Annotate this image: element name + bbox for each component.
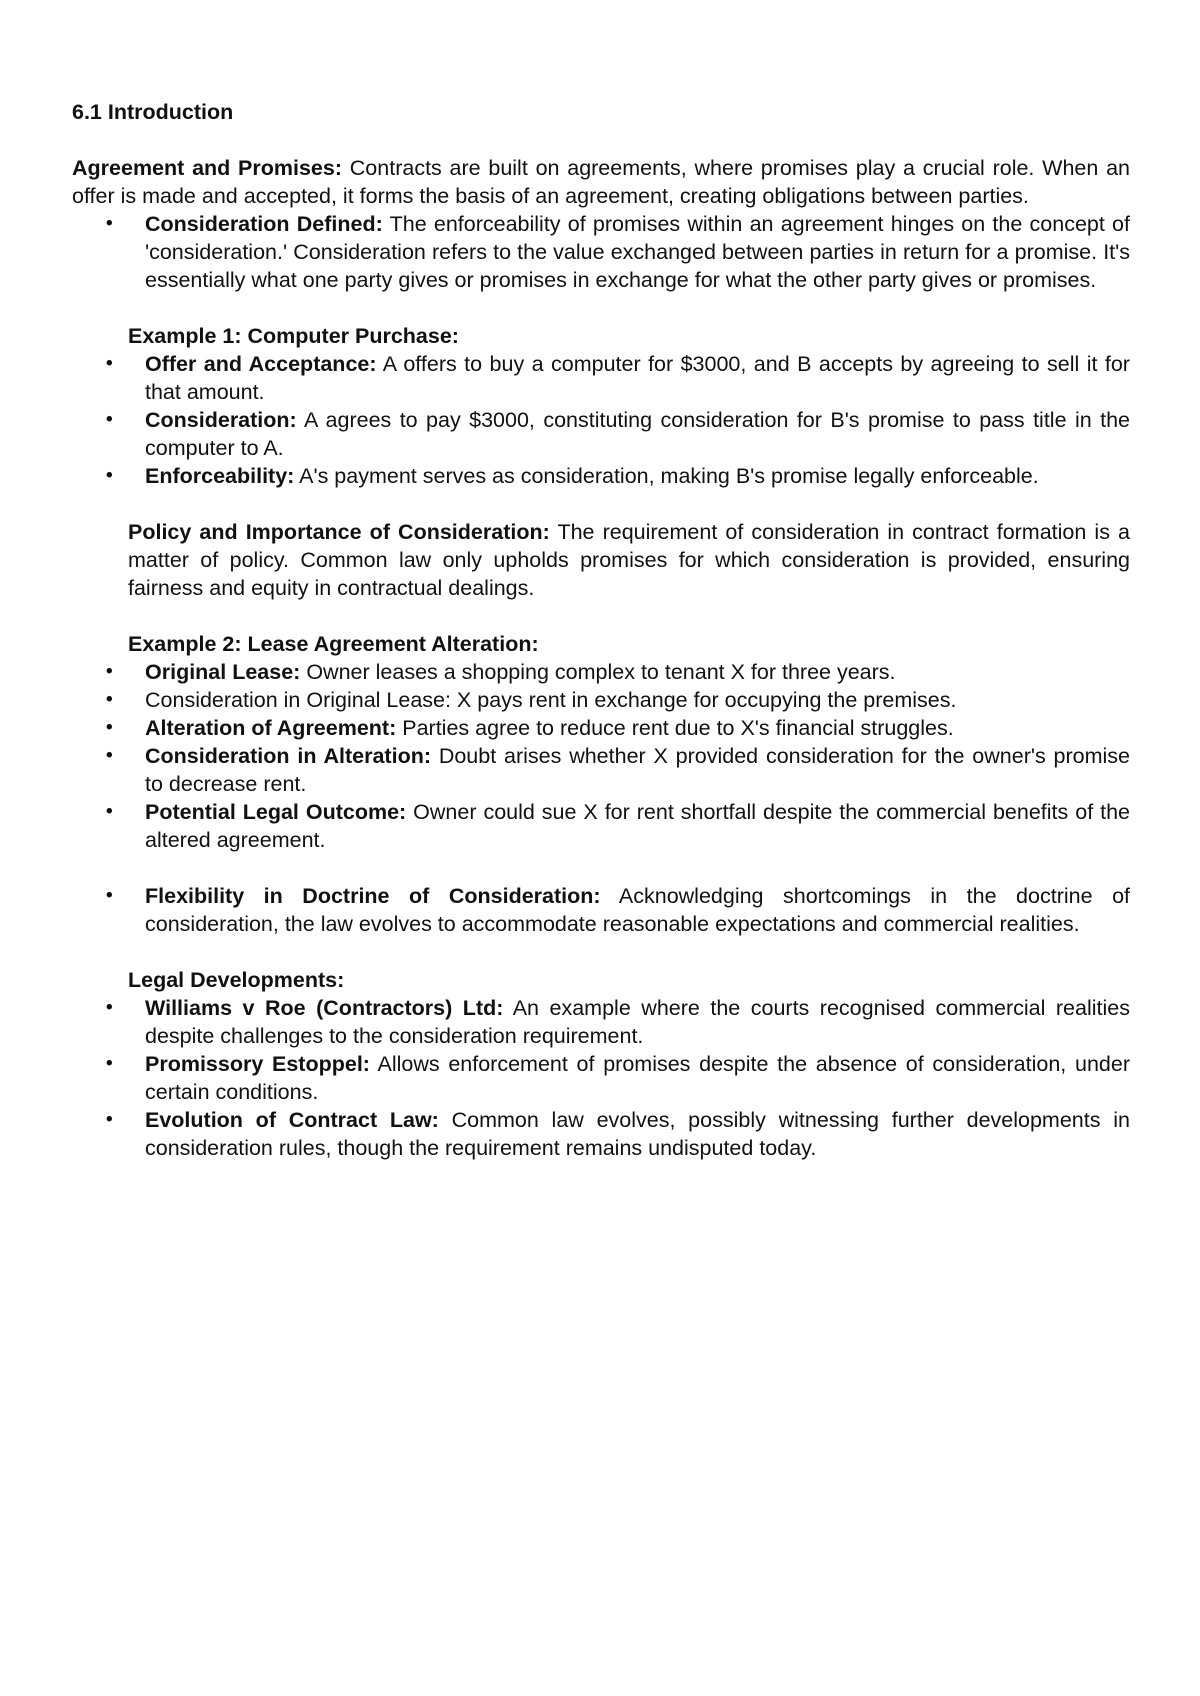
- item-term: Offer and Acceptance:: [145, 352, 377, 376]
- list-item: [106, 462, 1130, 490]
- document-content: [72, 98, 1130, 1162]
- legal-title: Legal Developments:: [128, 968, 345, 992]
- list-item: [106, 350, 1130, 406]
- bullet-icon: •: [106, 885, 113, 906]
- policy-text: The requirement of consideration in contract formation is a matter of policy. Common law only upholds promises for which consideration is provided, ensuring fairness and equity in contractual dealings.: [128, 520, 1130, 600]
- item-text: Owner leases a shopping complex to tenant X for three years.: [306, 660, 896, 684]
- list-item: [106, 406, 1130, 462]
- list-item: [106, 658, 1130, 686]
- item-text: A offers to buy a computer for $3000, and B accepts by agreeing to sell it for that amount.: [145, 352, 1130, 404]
- item-text: A agrees to pay $3000, constituting consideration for B's promise to pass title in the computer to A.: [145, 408, 1130, 460]
- bullet-icon: •: [106, 465, 113, 486]
- bullet-icon: •: [106, 353, 113, 374]
- item-text: Parties agree to reduce rent due to X's financial struggles.: [402, 716, 954, 740]
- item-text: An example where the courts recognised commercial realities despite challenges to the consideration requirement.: [145, 996, 1130, 1048]
- item-term: Potential Legal Outcome:: [145, 800, 407, 824]
- list-item: [106, 1106, 1130, 1162]
- item-text: Allows enforcement of promises despite the absence of consideration, under certain conditions.: [145, 1052, 1130, 1104]
- list-item: [106, 1050, 1130, 1106]
- list-item: [106, 714, 1130, 742]
- definition-term: Consideration Defined:: [145, 212, 383, 236]
- item-term: Evolution of Contract Law:: [145, 1108, 439, 1132]
- example2-list: [72, 658, 1130, 854]
- bullet-icon: •: [106, 661, 113, 682]
- item-text: Common law evolves, possibly witnessing further developments in consideration rules, though the requirement remains undisputed today.: [145, 1108, 1130, 1160]
- item-term: Consideration:: [145, 408, 297, 432]
- list-item: [106, 798, 1131, 854]
- list-item: [106, 882, 1130, 938]
- item-term: Original Lease:: [145, 660, 301, 684]
- item-text: A's payment serves as consideration, making B's promise legally enforceable.: [299, 464, 1039, 488]
- bullet-icon: •: [106, 745, 113, 766]
- intro-term: Agreement and Promises:: [72, 156, 343, 180]
- example2-title: Example 2: Lease Agreement Alteration:: [128, 632, 539, 656]
- definition-list: [72, 210, 1130, 294]
- intro-text: Contracts are built on agreements, where promises play a crucial role. When an offer is made and accepted, it forms the basis of an agreement, creating obligations between parties.: [72, 156, 1130, 208]
- policy-paragraph: [128, 518, 1130, 602]
- bullet-icon: •: [106, 801, 113, 822]
- bullet-icon: •: [106, 717, 113, 738]
- bullet-icon: •: [106, 409, 113, 430]
- item-term: Williams v Roe (Contractors) Ltd:: [145, 996, 504, 1020]
- definition-text: The enforceability of promises within an agreement hinges on the concept of 'consideration.' Consideration refers to the value exchanged between parties in return for a promise. It's essentially what one party gives or promises in exchange for what the other party gives or promises.: [145, 212, 1130, 292]
- flexibility-text: Acknowledging shortcomings in the doctrine of consideration, the law evolves to accommodate reasonable expectations and commercial realities.: [145, 884, 1130, 936]
- item-term: Promissory Estoppel:: [145, 1052, 370, 1076]
- bullet-icon: •: [106, 213, 113, 234]
- bullet-icon: •: [106, 1053, 113, 1074]
- list-item: [106, 742, 1130, 798]
- item-text: Consideration in Original Lease: X pays rent in exchange for occupying the premises.: [145, 688, 957, 712]
- list-item: [106, 686, 1130, 714]
- policy-term: Policy and Importance of Consideration:: [128, 520, 550, 544]
- item-term: Enforceability:: [145, 464, 295, 488]
- list-item: [106, 994, 1130, 1050]
- item-term: Alteration of Agreement:: [145, 716, 397, 740]
- example1-title: Example 1: Computer Purchase:: [128, 324, 459, 348]
- flexibility-term: Flexibility in Doctrine of Consideration:: [145, 884, 601, 908]
- legal-list: [72, 994, 1130, 1162]
- bullet-icon: •: [106, 689, 113, 710]
- bullet-icon: •: [106, 997, 113, 1018]
- list-item: [106, 210, 1130, 294]
- example1-list: [72, 350, 1130, 490]
- flexibility-list: [72, 882, 1130, 938]
- item-text: Owner could sue X for rent shortfall despite the commercial benefits of the altered agreement.: [145, 800, 1131, 852]
- item-text: Doubt arises whether X provided consideration for the owner's promise to decrease rent.: [145, 744, 1130, 796]
- bullet-icon: •: [106, 1109, 113, 1130]
- item-term: Consideration in Alteration:: [145, 744, 431, 768]
- section-heading: 6.1 Introduction: [72, 100, 234, 124]
- intro-paragraph: [72, 154, 1130, 210]
